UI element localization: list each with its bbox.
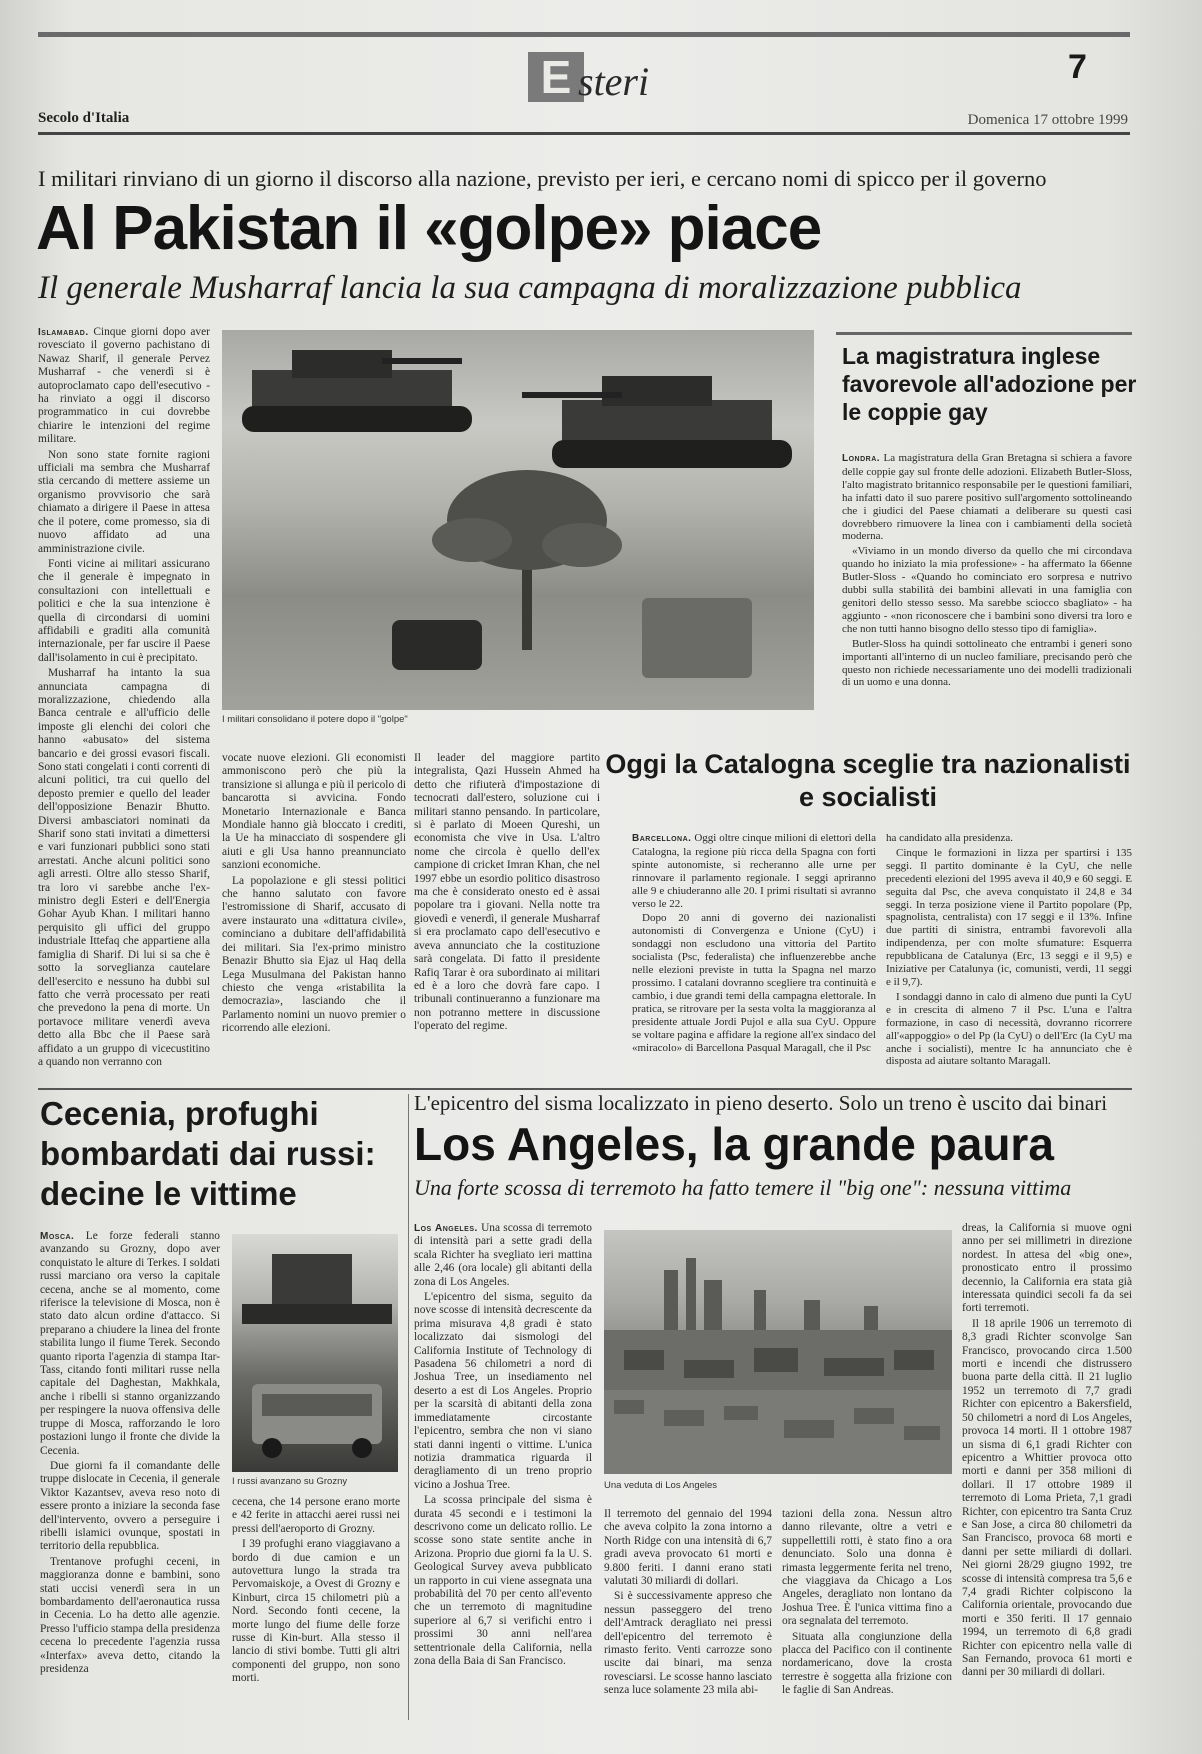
chechnya-dateline: Mosca. [40,1231,75,1242]
grozny-photo [232,1234,398,1472]
la-kicker: L'epicentro del sisma localizzato in pieno deserto. Solo un treno è uscito dai binari [414,1091,1108,1115]
gay-story-p1: La magistratura della Gran Bretagna si schiera a favore delle coppie gay sul fronte delle adozioni. Elizabeth Butler-Sloss, l'alto magistrato britannico responsabile per le questioni familiari, ha infatti dato il suo parere positivo sull'argomento sottolineando che i giudici del Paese chiamati a deliberare su questi casi dovrebbero rimuovere la linea con i cambiamenti della società moderna. [842,452,1132,543]
top-story-col2-p2: La popolazione e gli stessi politici che hanno salutato con favore l'estromissione di Sharif, accusato di avere instaurato una «dittatura civile», cominciano a dubitare dell'affidabilità dei militari. Sia l'ex-primo ministro Benazir Bhutto sia Ejaz ul Haq della Lega Musulmana del Pakistan hanno chiesto che venga «ristabilita la democrazia», lasciando che il Parlamento nomini un nuovo premier o ricorrendo alle elezioni. [222,874,406,1035]
chechnya-col2-p2: I 39 profughi erano viaggiavano a bordo di due camion e un autovettura lungo la strada tra Pervomaiskoje, a Ovest di Grozny e Kinburt, circa 15 chilometri più a Nord. Secondo fonti cecene, la morte lungo del fiume delle forze russe di Kin-burt. Alla stesso il lancio di stivi bombe. Tutti gli altri componenti del gruppo, non sono morti. [232,1538,400,1685]
catalonia-col-2 [886,832,1132,1082]
section-initial-block [528,52,584,102]
section-name: steri [578,59,650,104]
la-col4-p2: Il 18 aprile 1906 un terremoto di 8,3 gradi Richter sconvolge San Francisco, provocando circa 1.500 morti e incendi che distrussero buona parte della città. Il 21 luglio 1952 un terremoto di 7,7 gradi Richter con epicentro a Bakersfield, 50 chilometri a nord di Los Angeles, provoca 14 morti. Il 1 ottobre 1987 un sisma di 6,1 gradi Richter con epicentro a Whittier provoca otto morti e danni per 358 milioni di dollari. Il 17 ottobre 1989 il terremoto di Loma Prieta, 7,1 gradi Richter, con epicentro tra Santa Cruz e San Jose, a circa 80 chilometri da San Francisco, provoca 68 morti e danni per sette miliardi di dollari. Nei giorni 28/29 giugno 1992, tre scosse di intensità compresa tra 5,6 e 7,4 gradi Richter colpiscono la California orientale, provocando due morti e 350 feriti. Il 17 gennaio 1994, un terremoto di 6,8 gradi Richter con epicentro nella valle di San Fernando, provoca 61 morti e danni per 30 miliardi di dollari. [962,1317,1132,1679]
chechnya-headline: Cecenia, profughi bombardati dai russi: decine le vittime [40,1095,376,1212]
top-story-headline: Al Pakistan il «golpe» piace [36,194,822,263]
la-col-4 [962,1222,1132,1720]
catalonia-col1-p2: Dopo 20 anni di governo dei nazionalisti autonomisti di Convergenza e Unione (CyU) i sondaggi non escludono una vittoria del Partito socialista (Psc, federalista) che influenzerebbe anche nelle elezioni previste in tutta la Spagna nel marzo prossimo. I catalani dovranno scegliere tra continuità e cambio, i due grandi temi della campagna elettorale. In pratica, se ritrovare per la sesta volta la maggioranza al presidente attuale Jordi Pujol e alla sua CyU. Oppure se voltare pagina e affidare la regione all'ex sindaco del «miracolo» di Barcellona Pasqual Maragall, che il Psc [632,912,876,1054]
la-dateline: Los Angeles. [414,1223,478,1234]
catalonia-col-1 [632,832,876,1082]
gay-story-dateline: Londra. [842,453,881,464]
chechnya-col1-p3: Trentanove profughi ceceni, in maggioranza donne e bambini, sono stati uccisi venerdì sera in un bombardamento dell'aeronautica russa in Cecenia. Lo ha detto alle agenzie. Presso l'ufficio stampa della presidenza cecena lo precedente l'agenzia russa «Interfax» aveva detto, citando la presidenza [40,1555,220,1675]
car-shape [392,620,482,670]
tanks-photo-art [222,330,814,710]
grozny-photo-art [232,1234,398,1472]
tank-left-shape [242,350,472,432]
la-col-1 [414,1222,592,1720]
top-story-col1-p3: Fonti vicine ai militari assicurano che il generale è impegnato in consultazioni con intellettuali e politici e che la sua intenzione è quella di circondarsi di uomini affidabili e graditi alla comunità internazionale, per far uscire il Paese dall'isolamento in cui è precipitato. [38,557,210,664]
gay-story-body [842,452,1132,700]
tank-right-shape [522,376,792,468]
la-col2-p2: Si è successivamente appreso che nessun passeggero del treno dell'Amtrack deragliato nei pressi dell'epicentro del terremoto è rimasto ferito. Venti carrozze sono uscite dai binari, ma senza rovesciarsi. Le scosse hanno lasciato senza luce solamente 23 mila abi- [604,1590,772,1697]
tanks-photo [222,330,814,710]
la-col4-p1: dreas, la California si muove ogni anno per sei millimetri in direzione nordest. In attesa del «big one», pronosticato entro il prossimo decennio, la California era stata già interessata quindici secoli fa da sei forti terremoti. [962,1222,1132,1315]
rickshaw-shape [642,598,752,678]
page-number: 7 [1068,48,1087,86]
chechnya-col-2 [232,1496,400,1720]
gay-story-rule [836,332,1132,335]
chechnya-col2-p1: cecena, che 14 persone erano morte e 42 ferite in attacchi aerei russi nei pressi dell'aeroporto di Grozny. [232,1496,400,1535]
la-col1-p3: La scossa principale del sisma è durata 45 secondi e i testimoni la descrivono come un delicato rollio. Le scosse sono state sentite anche in Arizona. Proprio due giorni fa la U. S. Geological Survey aveva pubblicato un rapporto in cui viene assegnata una probabilità del 70 per cento all'evento che un terremoto di magnitudine superiore al 6,7 si verifichi entro i prossimi 30 anni nell'area settentrionale della California, nella zona della Baia di San Francisco. [414,1494,592,1667]
top-story-col1-p4: Musharraf ha intanto la sua annunciata campagna di moralizzazione, chiedendo alla Banca centrale e all'ufficio delle imposte gli elenchi dei colori che hanno «abusato» del sistema bancario e dei grossi evasori fiscali. Sono stati congelati i conti correnti di alcuni politici, tra cui quello del deposto premier e quello del leader dell'opposizione Benazir Bhutto. Diversi ambasciatori nominati da Sharif sono stati invitati a dimettersi e vari funzionari pubblici sono stati arrestati. Anche alcuni politici sono agli arresti. Oltre allo stesso Sharif, tra loro vi sarebbe anche l'ex-ministro degli Esteri e dell'Energia Gohar Ayub Khan. I militari hanno perquisito gli uffici del gruppo industriale Ittefaq che appartiene alla famiglia di Sharif. Di lui si sa che è sotto la sorveglianza cautelare dell'esercito e nessuno ha dubbi sul fatto che verrà processato per reati che prevedono la pena di morte. Un portavoce militare venerdì aveva detto alla Bbc che il Paese sarà affidato a un gruppo di vicecustitino a quando non verranno con [38,667,210,1068]
la-subhead: Una forte scossa di terremoto ha fatto temere il "big one": nessuna vittima [414,1175,1072,1200]
top-story-col3-p1: Il leader del maggiore partito integralista, Qazi Hussein Ahmed ha detto che rifiuterà d'impostazione di tecnocrati dall'estero, soluzione cui i militari stanno pensando. In particolare, si è parlato di Moeen Qureshi, un economista che vive in Usa. L'altro nome che circola è quello dell'ex campione di cricket Imran Khan, che nel 1997 ebbe un esordio politico disastroso ma che è considerato onesto ed è assai popolare tra i giovani. Nella notte tra giovedì e venerdì, il generale Musharraf si era proclamato capo dell'esecutivo e aveva annunciato che la costituzione sarà congelata. Di fatto il presidente Rafiq Tarar è ora subordinato ai militari ed è a loro che dovrà fare capo. I tribunali continueranno a funzionare ma non potranno mettere in discussione l'operato del regime. [414,752,600,1033]
la-col3-p2: Situata alla congiunzione della placca del Pacifico con il continente nordamericano, dove la crosta terrestre è soggetta alla frizione con le faglie di San Andreas. [782,1630,952,1697]
masthead-rule [38,132,1130,135]
la-col2-p1: Il terremoto del gennaio del 1994 che aveva colpito la zona intorno a North Ridge con una intensità di 6,7 gradi aveva provocato 61 morti e 9.800 feriti. I danni erano stati valutati 30 miliardi di dollari. [604,1508,772,1588]
top-story-col-3 [414,752,600,1082]
top-story-dateline: Islamabad. [38,327,89,338]
gay-story-headline: La magistratura inglese favorevole all'adozione per le coppie gay [842,343,1137,425]
top-story-col2-p1: vocate nuove elezioni. Gli economisti ammoniscono però che più la transizione si allunga e più il pericolo di bancarotta si avvicina. Fondo Monetario Internazionale e Banca Mondiale hanno già bloccato i crediti, la Ue ha minacciato di sospendere gli aiuti e gli Usa hanno preannunciato sanzioni economiche. [222,752,406,872]
top-story-subhead: Il generale Musharraf lancia la sua campagna di moralizzazione pubblica [38,270,1022,306]
catalonia-col2-p2: Cinque le formazioni in lizza per spartirsi i 135 seggi. Il partito dominante è la CyU, che nelle precedenti elezioni del 1995 aveva il 40,9 e 60 seggi. E seguita dal Psc, che aveva conquistato il 24,8 e 34 seggi. In terza posizione viene il Partito popolare (Pp, spagnolista, centralista) con 17 seggi e il 13%. Infine due partiti di sinistra, entrambi favorevoli alla indipendenza, per con molte sfumature: Esquerra repubblicana de Catalunya (Erc, 13 seggi e il 9,5) e Iniziative per Catalunya (ic, comunisti, verdi, 11 seggi e il 9,7). [886,846,1132,988]
catalonia-col1-p1: Oggi oltre cinque milioni di elettori della Catalogna, la regione più ricca della Spagna con forti spinte autonomiste, si recheranno alle urne per rinnovare il parlamento regionale. I seggi apriranno alle 9 e chiuderanno alle 20. I primi risultati si avranno verso le 22. [632,832,876,910]
top-story-kicker: I militari rinviano di un giorno il discorso alla nazione, previsto per ieri, e cercano nomi di spicco per il governo [38,166,1047,191]
issue-date: Domenica 17 ottobre 1999 [967,112,1128,128]
tanks-photo-caption: I militari consolidano il potere dopo il "golpe" [222,714,408,725]
gay-story-p3: Butler-Sloss ha quindi sottolineato che entrambi i generi sono importanti all'interno di un nucleo familiare, precisando però che questo non richiede necessariamente uno dei modelli tradizionali di un uomo e una donna. [842,637,1132,689]
top-story-col1-p1: Cinque giorni dopo aver rovesciato il governo pachistano di Nawaz Sharif, il generale Pervez Musharraf - che venerdì si è autoproclamato capo dell'esecutivo - ha rinviato a oggi il discorso programmatico in cui dovrebbe chiarire le intenzioni del regime militare. [38,326,210,446]
top-story-col1-p2: Non sono state fornite ragioni ufficiali ma sembra che Musharraf stia cercando di mettere assieme un organismo provvisorio che sarà chiamato a dirigere il Paese in attesa che il potere, come promesso, sia di nuovo affidato ad una amministrazione civile. [38,448,210,555]
chechnya-col1-p1: Le forze federali stanno avanzando su Grozny, dopo aver conquistato le alture di Terkes. I soldati russi marciano ora verso la capitale cecena, anche se al momento, come riferisce la televisione di Mosca, non è stato dato alcun ordine d'attacco. Si preparano a chiudere la linea del fronte stabilita lungo il fiume Terek. Secondo quanto riporta l'agenzia di stampa Itar-Tass, citando fonti militari russe nella capitale del Daghestan, Makhkala, anche i ribelli si stanno organizzando per respingere la nuova offensiva delle truppe di Mosca, rafforzando le loro postazioni lungo il fronte che divide la Cecenia. [40,1230,220,1457]
la-col-3 [782,1508,952,1720]
chechnya-col1-p2: Due giorni fa il comandante delle truppe dislocate in Cecenia, il generale Viktor Kazantsev, aveva reso noto di essere pronto a iniziare la seconda fase dell'intervento, ovvero a perseguire i ribelli islamici ovunque, spostati in territorio della repubblica. [40,1459,220,1553]
los-angeles-photo-caption: Una veduta di Los Angeles [604,1480,718,1491]
la-col3-p1: tazioni della zona. Nessun altro danno rilevante, oltre a vetri e suppellettili rotti, è stato fino a ora denunciato. Solo una donna è rimasta leggermente ferita nel treno, che viaggiava da Chicago a Los Angeles, deragliato non lontano da Joshua Tree. È l'unica vittima fino a ora segnalata del terremoto. [782,1508,952,1628]
la-col1-p2: L'epicentro del sisma, seguito da nove scosse di intensità decrescente da prima misurava 4,8 gradi è stato localizzato dai sismologi del California Institute of Technology di Pasadena 56 chilometri a nord di Joshua Tree, un insediamento nel deserto a est di Los Angeles. Proprio per la scarsità di abitanti della zona immediatamente circostante l'epicentro, sembra che non vi siano stati danni ingenti o vittime. L'unica notizia drammatica riguarda il deragliamento di un treno proprio vicino a Joshua Tree. [414,1291,592,1491]
section-initial: E [540,51,572,103]
top-rule [38,32,1130,37]
catalonia-col2-p1: ha candidato alla presidenza. [886,832,1014,844]
la-col-2 [604,1508,772,1720]
paper-name: Secolo d'Italia [38,110,130,126]
vertical-rule [408,1094,409,1720]
la-headline: Los Angeles, la grande paura [414,1118,1054,1170]
top-story-col-1 [38,326,210,1082]
catalonia-headline: Oggi la Catalogna sceglie tra nazionalisti e socialisti [605,749,1131,812]
catalonia-dateline: Barcellona. [632,833,692,844]
grozny-photo-caption: I russi avanzano su Grozny [232,1476,348,1487]
catalonia-col2-p3: I sondaggi danno in calo di almeno due punti la CyU e in crescita di almeno 7 il Psc. L'una e l'altra formazione, in caso di necessità, dovranno ricorrere all'«appoggio» o del Pp (la CyU) o dell'Erc (la CyU ma anche i socialisti), mentre Ic ha annunciato che è disposta ad aiutare soltanto Maragall. [886,990,1132,1068]
los-angeles-photo [604,1230,952,1474]
chechnya-col-1 [40,1230,220,1720]
los-angeles-photo-art [604,1230,952,1474]
top-story-col-2 [222,752,406,1082]
gay-story-p2: «Viviamo in un mondo diverso da quello che mi circondava quando ho iniziato la mia professione» - ha affermato la 66enne Butler-Sloss - «Quando ho cominciato ero sorpresa e nutrivo dubbi sulla stabilità dei bambini allevati in una famiglia con genitori dello stesso sesso. Ma sarebbe sciocco sbagliato» - ha aggiunto - «non riconoscere che i bambini sono diversi tra loro e che non tutti hanno bisogno dello stesso tipo di famiglia». [842,545,1132,635]
la-col1-p1: Una scossa di terremoto di intensità pari a sette gradi della scala Richter ha svegliato ieri mattina alle 2,46 (ora locale) gli abitanti della zona di Los Angeles. [414,1222,592,1288]
